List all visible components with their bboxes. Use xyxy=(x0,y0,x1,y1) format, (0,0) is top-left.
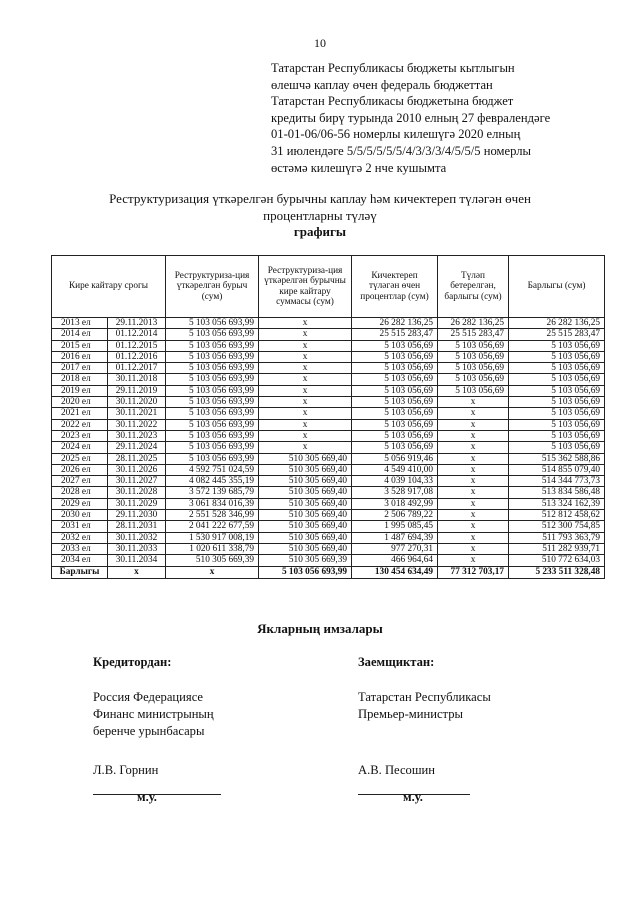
cell-repayment-amount: x xyxy=(259,385,352,396)
cell-year: 2024 ел xyxy=(52,442,108,453)
cell-repayment-amount: 510 305 669,40 xyxy=(259,487,352,498)
cell-paid-interest: x xyxy=(438,543,509,554)
cell-repayment-amount: x xyxy=(259,318,352,329)
table-row xyxy=(52,555,605,566)
cell-paid-interest: 26 282 136,25 xyxy=(438,318,509,329)
cell-date: 30.11.2033 xyxy=(108,543,166,554)
cell-year: 2015 ел xyxy=(52,340,108,351)
table-row xyxy=(52,532,605,543)
table-row xyxy=(52,498,605,509)
cell-date: 30.11.2027 xyxy=(108,476,166,487)
cell-date: 30.11.2032 xyxy=(108,532,166,543)
cell-paid-interest: x xyxy=(438,555,509,566)
cell-date: 29.11.2019 xyxy=(108,385,166,396)
cell-year: 2014 ел xyxy=(52,329,108,340)
cell-date: 01.12.2014 xyxy=(108,329,166,340)
cell-date: 30.11.2018 xyxy=(108,374,166,385)
cell-year: 2031 ел xyxy=(52,521,108,532)
cell-total: 5 103 056,69 xyxy=(509,397,605,408)
totals-repayment: 5 103 056 693,99 xyxy=(259,566,352,578)
cell-total: 25 515 283,47 xyxy=(509,329,605,340)
cell-paid-interest: x xyxy=(438,442,509,453)
cell-deferral-interest: 5 103 056,69 xyxy=(352,363,438,374)
cell-deferral-interest: 5 103 056,69 xyxy=(352,385,438,396)
cell-deferral-interest: 4 039 104,33 xyxy=(352,476,438,487)
cell-year: 2021 ел xyxy=(52,408,108,419)
cell-restructured-debt: 4 082 445 355,19 xyxy=(166,476,259,487)
borrower-position-line: Премьер-министры xyxy=(358,707,463,721)
creditor-signatory-name: Л.В. Горнин xyxy=(93,763,159,777)
cell-repayment-amount: 510 305 669,40 xyxy=(259,510,352,521)
cell-year: 2033 ел xyxy=(52,543,108,554)
cell-repayment-amount: x xyxy=(259,374,352,385)
cell-date: 30.11.2028 xyxy=(108,487,166,498)
cell-total: 513 834 586,48 xyxy=(509,487,605,498)
cell-year: 2032 ел xyxy=(52,532,108,543)
cell-year: 2030 ел xyxy=(52,510,108,521)
borrower-position-line: Татарстан Республикасы xyxy=(358,690,491,704)
cell-date: 01.12.2016 xyxy=(108,351,166,362)
document-title-line-1: Реструктуризация үткәрелгән бурычны каплау һәм кичектереп түләгән өчен xyxy=(109,191,531,206)
cell-deferral-interest: 2 506 789,22 xyxy=(352,510,438,521)
cell-year: 2020 ел xyxy=(52,397,108,408)
table-row xyxy=(52,430,605,441)
table-row xyxy=(52,318,605,329)
cell-paid-interest: x xyxy=(438,430,509,441)
table-row xyxy=(52,476,605,487)
cell-restructured-debt: 2 551 528 346,99 xyxy=(166,510,259,521)
cell-paid-interest: x xyxy=(438,521,509,532)
appendix-reference-line: 01-01-06/06-56 номерлы килешүгә 2020 елның xyxy=(271,127,521,142)
cell-total: 5 103 056,69 xyxy=(509,385,605,396)
cell-deferral-interest: 5 103 056,69 xyxy=(352,430,438,441)
table-body xyxy=(52,318,605,567)
cell-total: 5 103 056,69 xyxy=(509,363,605,374)
cell-total: 511 282 939,71 xyxy=(509,543,605,554)
cell-repayment-amount: 510 305 669,40 xyxy=(259,521,352,532)
cell-paid-interest: x xyxy=(438,476,509,487)
cell-deferral-interest: 5 056 919,46 xyxy=(352,453,438,464)
cell-total: 514 344 773,73 xyxy=(509,476,605,487)
table-row xyxy=(52,442,605,453)
cell-restructured-debt: 5 103 056 693,99 xyxy=(166,318,259,329)
cell-restructured-debt: 4 592 751 024,59 xyxy=(166,464,259,475)
cell-restructured-debt: 1 530 917 008,19 xyxy=(166,532,259,543)
cell-restructured-debt: 5 103 056 693,99 xyxy=(166,385,259,396)
table-row xyxy=(52,385,605,396)
signatures-heading: Якларның имзалары xyxy=(257,621,383,636)
header-deferral-interest: Кичектереп түләгән өчен процентлар (сум) xyxy=(352,256,438,318)
cell-total: 5 103 056,69 xyxy=(509,351,605,362)
cell-deferral-interest: 26 282 136,25 xyxy=(352,318,438,329)
cell-repayment-amount: 510 305 669,39 xyxy=(259,555,352,566)
cell-year: 2028 ел xyxy=(52,487,108,498)
cell-date: 28.11.2025 xyxy=(108,453,166,464)
cell-paid-interest: x xyxy=(438,397,509,408)
cell-deferral-interest: 5 103 056,69 xyxy=(352,351,438,362)
cell-total: 512 812 458,62 xyxy=(509,510,605,521)
cell-total: 514 855 079,40 xyxy=(509,464,605,475)
cell-deferral-interest: 5 103 056,69 xyxy=(352,374,438,385)
cell-deferral-interest: 466 964,64 xyxy=(352,555,438,566)
totals-total: 5 233 511 328,48 xyxy=(509,566,605,578)
totals-label: Барлыгы xyxy=(52,566,108,578)
cell-paid-interest: 5 103 056,69 xyxy=(438,385,509,396)
table-row xyxy=(52,351,605,362)
header-total: Барлыгы (сум) xyxy=(509,256,605,318)
cell-total: 5 103 056,69 xyxy=(509,374,605,385)
cell-total: 5 103 056,69 xyxy=(509,340,605,351)
borrower-signatory-name: А.В. Песошин xyxy=(358,763,436,777)
cell-total: 5 103 056,69 xyxy=(509,419,605,430)
creditor-position-line: Россия Федерациясе xyxy=(93,690,204,704)
cell-date: 30.11.2020 xyxy=(108,397,166,408)
cell-year: 2027 ел xyxy=(52,476,108,487)
totals-paid: 77 312 703,17 xyxy=(438,566,509,578)
page-number: 10 xyxy=(314,36,326,50)
cell-paid-interest: 5 103 056,69 xyxy=(438,340,509,351)
cell-total: 5 103 056,69 xyxy=(509,442,605,453)
cell-repayment-amount: x xyxy=(259,442,352,453)
cell-restructured-debt: 5 103 056 693,99 xyxy=(166,329,259,340)
cell-date: 30.11.2021 xyxy=(108,408,166,419)
cell-restructured-debt: 5 103 056 693,99 xyxy=(166,453,259,464)
cell-repayment-amount: x xyxy=(259,329,352,340)
cell-restructured-debt: 5 103 056 693,99 xyxy=(166,340,259,351)
cell-repayment-amount: 510 305 669,40 xyxy=(259,543,352,554)
cell-restructured-debt: 510 305 669,39 xyxy=(166,555,259,566)
appendix-reference-line: Татарстан Республикасы бюджеты кытлыгын xyxy=(271,61,515,75)
header-repayment-term: Кире кайтару срогы xyxy=(52,256,166,318)
cell-deferral-interest: 3 018 492,99 xyxy=(352,498,438,509)
cell-repayment-amount: 510 305 669,40 xyxy=(259,453,352,464)
cell-restructured-debt: 5 103 056 693,99 xyxy=(166,397,259,408)
borrower-seal-label: м.у. xyxy=(403,790,423,804)
cell-restructured-debt: 5 103 056 693,99 xyxy=(166,363,259,374)
cell-repayment-amount: x xyxy=(259,430,352,441)
cell-repayment-amount: 510 305 669,40 xyxy=(259,532,352,543)
creditor-signature-block xyxy=(93,654,313,779)
table-row xyxy=(52,397,605,408)
table-row xyxy=(52,363,605,374)
cell-year: 2023 ел xyxy=(52,430,108,441)
table-row xyxy=(52,374,605,385)
cell-total: 5 103 056,69 xyxy=(509,430,605,441)
totals-date: x xyxy=(108,566,166,578)
appendix-reference-line: өлешчә каплау өчен федераль бюджеттан xyxy=(271,77,493,92)
cell-date: 30.11.2029 xyxy=(108,498,166,509)
cell-paid-interest: 25 515 283,47 xyxy=(438,329,509,340)
table-row xyxy=(52,408,605,419)
cell-restructured-debt: 5 103 056 693,99 xyxy=(166,430,259,441)
cell-repayment-amount: 510 305 669,40 xyxy=(259,476,352,487)
cell-date: 30.11.2023 xyxy=(108,430,166,441)
cell-restructured-debt: 1 020 611 338,79 xyxy=(166,543,259,554)
table-row xyxy=(52,543,605,554)
cell-restructured-debt: 3 061 834 016,39 xyxy=(166,498,259,509)
table-row xyxy=(52,521,605,532)
appendix-reference-line: Татарстан Республикасы бюджетына бюджет xyxy=(271,94,514,109)
header-repayment-amount: Реструктуриза-ция үткәрелгән бурычны кире кайтару суммасы (сум) xyxy=(259,256,352,318)
cell-date: 30.11.2022 xyxy=(108,419,166,430)
cell-paid-interest: 5 103 056,69 xyxy=(438,374,509,385)
cell-deferral-interest: 25 515 283,47 xyxy=(352,329,438,340)
creditor-position-line: беренче урынбасары xyxy=(93,724,205,738)
cell-date: 30.11.2026 xyxy=(108,464,166,475)
cell-total: 511 793 363,79 xyxy=(509,532,605,543)
cell-deferral-interest: 5 103 056,69 xyxy=(352,397,438,408)
cell-year: 2017 ел xyxy=(52,363,108,374)
cell-total: 512 300 754,85 xyxy=(509,521,605,532)
cell-paid-interest: x xyxy=(438,408,509,419)
cell-paid-interest: x xyxy=(438,419,509,430)
borrower-signature-block xyxy=(358,654,588,779)
table-row xyxy=(52,329,605,340)
cell-repayment-amount: x xyxy=(259,397,352,408)
cell-date: 01.12.2017 xyxy=(108,363,166,374)
cell-restructured-debt: 5 103 056 693,99 xyxy=(166,408,259,419)
cell-year: 2026 ел xyxy=(52,464,108,475)
cell-year: 2013 ел xyxy=(52,318,108,329)
cell-deferral-interest: 4 549 410,00 xyxy=(352,464,438,475)
cell-date: 29.11.2030 xyxy=(108,510,166,521)
appendix-reference-line: өстәмә килешүгә 2 нче кушымта xyxy=(271,160,447,175)
table-row xyxy=(52,340,605,351)
cell-total: 510 772 634,03 xyxy=(509,555,605,566)
cell-date: 29.11.2013 xyxy=(108,318,166,329)
creditor-seal-label: м.у. xyxy=(137,790,157,804)
cell-date: 01.12.2015 xyxy=(108,340,166,351)
appendix-reference xyxy=(271,60,611,176)
cell-deferral-interest: 977 270,31 xyxy=(352,543,438,554)
cell-paid-interest: x xyxy=(438,453,509,464)
creditor-signature-line xyxy=(93,794,221,795)
table-row xyxy=(52,419,605,430)
table-row xyxy=(52,453,605,464)
cell-paid-interest: 5 103 056,69 xyxy=(438,363,509,374)
cell-paid-interest: x xyxy=(438,464,509,475)
cell-year: 2022 ел xyxy=(52,419,108,430)
cell-repayment-amount: x xyxy=(259,408,352,419)
cell-repayment-amount: x xyxy=(259,419,352,430)
cell-deferral-interest: 1 487 694,39 xyxy=(352,532,438,543)
cell-paid-interest: x xyxy=(438,510,509,521)
cell-year: 2018 ел xyxy=(52,374,108,385)
cell-paid-interest: x xyxy=(438,498,509,509)
cell-paid-interest: x xyxy=(438,487,509,498)
cell-repayment-amount: 510 305 669,40 xyxy=(259,498,352,509)
cell-paid-interest: 5 103 056,69 xyxy=(438,351,509,362)
totals-debt: x xyxy=(166,566,259,578)
document-title-line-2: процентларны түләү xyxy=(263,208,377,223)
cell-paid-interest: x xyxy=(438,532,509,543)
cell-year: 2034 ел xyxy=(52,555,108,566)
appendix-reference-line: кредиты бирү турында 2010 елның 27 февралендәге xyxy=(271,110,551,125)
cell-restructured-debt: 5 103 056 693,99 xyxy=(166,374,259,385)
cell-repayment-amount: x xyxy=(259,340,352,351)
table-row xyxy=(52,464,605,475)
cell-repayment-amount: 510 305 669,40 xyxy=(259,464,352,475)
cell-deferral-interest: 5 103 056,69 xyxy=(352,340,438,351)
cell-date: 28.11.2031 xyxy=(108,521,166,532)
cell-year: 2016 ел xyxy=(52,351,108,362)
cell-deferral-interest: 5 103 056,69 xyxy=(352,442,438,453)
cell-date: 30.11.2034 xyxy=(108,555,166,566)
cell-deferral-interest: 5 103 056,69 xyxy=(352,408,438,419)
cell-restructured-debt: 5 103 056 693,99 xyxy=(166,351,259,362)
totals-row xyxy=(52,566,605,578)
cell-total: 26 282 136,25 xyxy=(509,318,605,329)
table-row xyxy=(52,487,605,498)
cell-repayment-amount: x xyxy=(259,363,352,374)
cell-restructured-debt: 5 103 056 693,99 xyxy=(166,419,259,430)
cell-total: 5 103 056,69 xyxy=(509,408,605,419)
totals-interest: 130 454 634,49 xyxy=(352,566,438,578)
header-restructured-debt: Реструктуриза-ция үткәрелгән бурыч (сум) xyxy=(166,256,259,318)
cell-restructured-debt: 5 103 056 693,99 xyxy=(166,442,259,453)
cell-total: 515 362 588,86 xyxy=(509,453,605,464)
document-title-line-3: графигы xyxy=(293,224,347,239)
repayment-schedule-table xyxy=(51,255,605,579)
creditor-position-line: Финанс министрының xyxy=(93,707,214,721)
cell-year: 2029 ел xyxy=(52,498,108,509)
cell-restructured-debt: 3 572 139 685,79 xyxy=(166,487,259,498)
cell-year: 2019 ел xyxy=(52,385,108,396)
cell-date: 29.11.2024 xyxy=(108,442,166,453)
cell-deferral-interest: 5 103 056,69 xyxy=(352,419,438,430)
table-header-row xyxy=(52,256,605,318)
cell-restructured-debt: 2 041 222 677,59 xyxy=(166,521,259,532)
cell-deferral-interest: 1 995 085,45 xyxy=(352,521,438,532)
borrower-heading: Заемщиктан: xyxy=(358,655,435,669)
cell-repayment-amount: x xyxy=(259,351,352,362)
table-row xyxy=(52,510,605,521)
appendix-reference-line: 31 июлендәге 5/5/5/5/5/5/4/3/3/3/4/5/5/5 номерлы xyxy=(271,143,531,158)
cell-year: 2025 ел xyxy=(52,453,108,464)
cell-deferral-interest: 3 528 917,08 xyxy=(352,487,438,498)
header-paid-interest: Түләп бетерелгән, барлыгы (сум) xyxy=(438,256,509,318)
creditor-heading: Кредитордан: xyxy=(93,655,172,669)
cell-total: 513 324 162,39 xyxy=(509,498,605,509)
